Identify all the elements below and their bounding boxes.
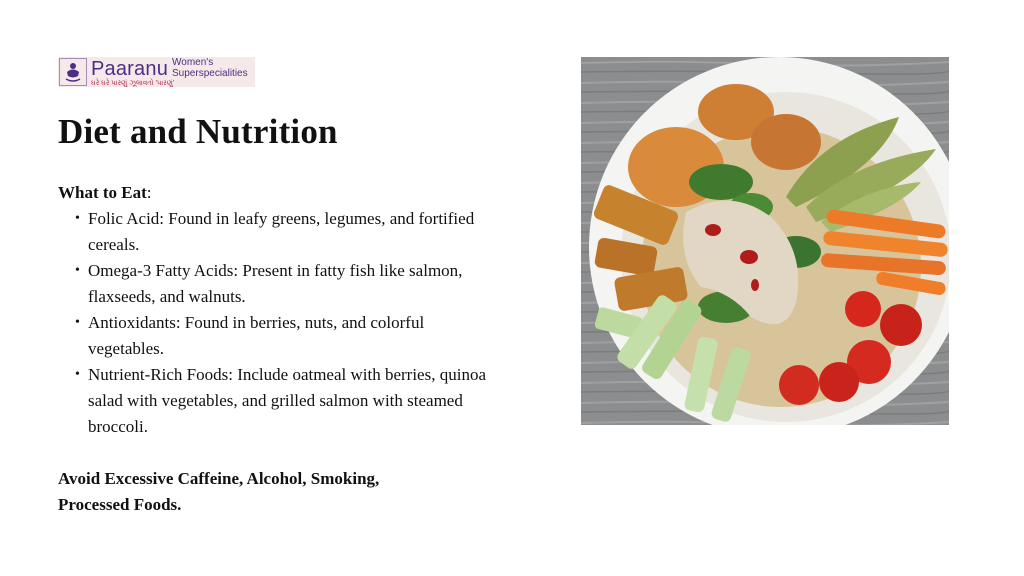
salad-bowl-image <box>581 57 949 425</box>
what-to-eat-heading <box>58 180 498 206</box>
list-item: • Nutrient-Rich Foods: Include oatmeal with berries, quinoa salad with vegetables, and grilled salmon with steamed broccoli. <box>58 362 498 440</box>
logo-subtitle-line1: Women's <box>172 57 214 68</box>
logo-subtitle <box>172 57 248 79</box>
food-list <box>58 206 498 440</box>
list-item: • Antioxidants: Found in berries, nuts, and colorful vegetables. <box>58 310 498 362</box>
cradle-icon <box>59 58 87 86</box>
what-to-eat-label: What to Eat <box>58 183 147 202</box>
logo-tagline: ઘરે ઘરે પારણું ઝૂલાવતો 'પારણું' <box>91 80 175 87</box>
logo-subtitle-line2: Superspecialities <box>172 68 248 79</box>
avoid-warning: Avoid Excessive Caffeine, Alcohol, Smoking, Processed Foods. <box>58 469 380 514</box>
what-to-eat-colon: : <box>146 183 152 202</box>
content-body <box>58 180 498 535</box>
brand-logo <box>58 57 255 87</box>
page-title: Diet and Nutrition <box>58 112 338 151</box>
list-item: • Omega-3 Fatty Acids: Present in fatty fish like salmon, flaxseeds, and walnuts. <box>58 258 498 310</box>
logo-name: Paaranu <box>91 58 169 80</box>
list-item: • Folic Acid: Found in leafy greens, legumes, and fortified cereals. <box>58 206 498 258</box>
